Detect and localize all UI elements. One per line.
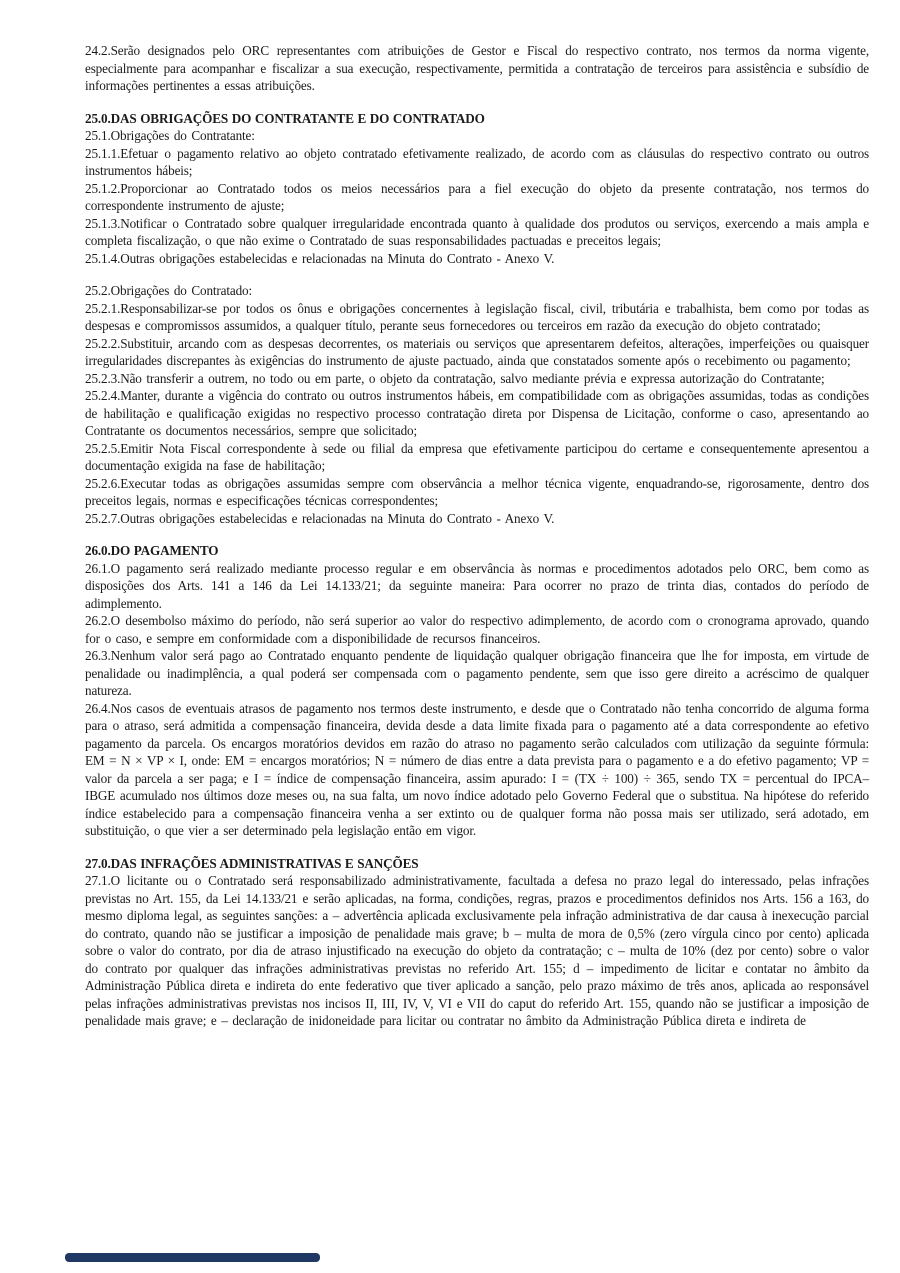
clause-25-1: 25.1.Obrigações do Contratante: xyxy=(85,128,255,143)
clause-25-2-7: 25.2.7.Outras obrigações estabelecidas e relacionadas na Minuta do Contrato - Anexo V. xyxy=(85,510,555,526)
clause-24-2: 24.2.Serão designados pelo ORC representantes com atribuições de Gestor e Fiscal do respectivo contrato, nos termos da norma vigente, especialmente para acompanhar e fiscalizar a sua execução, respectivamente, permitida a contratação de terceiros para assistência e subsídio de informações pertinentes a essas atribuições. xyxy=(85,43,869,93)
clause-25-2-1: 25.2.1.Responsabilizar-se por todos os ônus e obrigações concernentes à legislação fiscal, civil, tributária e trabalhista, bem como por todas as despesas e compromissos assumidos, a qualquer título, perante seus fornecedores ou terceiros em razão da execução do objeto contratado; xyxy=(85,300,869,333)
clause-25-1-1: 25.1.1.Efetuar o pagamento relativo ao objeto contratado efetivamente realizado, de acordo com as cláusulas do respectivo contrato ou outros instrumentos hábeis; xyxy=(85,145,869,178)
clause-25-1-3: 25.1.3.Notificar o Contratado sobre qualquer irregularidade encontrada quanto à qualidade dos produtos ou serviços, exercendo a mais ampla e completa fiscalização, o que não exime o Contratado de suas responsabilidades pactuadas e preceitos legais; xyxy=(85,215,869,248)
clause-26-4: 26.4.Nos casos de eventuais atrasos de pagamento nos termos deste instrumento, e desde que o Contratado não tenha concorrido de alguma forma para o atraso, será admitida a compensação financeira, devida desde a data limite fixada para o pagamento até a data correspondente ao efetivo pagamento da parcela. Os encargos moratórios devidos em razão do atraso no pagamento serão calculados com utilização da seguinte fórmula: EM = N × VP × I, onde: EM = encargos moratórios; N = número de dias entre a data prevista para o pagamento e a do efetivo pagamento; VP = valor da parcela a ser paga; e I = índice de compensação financeira, assim apurado: I = (TX ÷ 100) ÷ 365, sendo TX = percentual do IPCA–IBGE acumulado nos últimos doze meses ou, na sua falta, um novo índice adotado pelo Governo Federal que o substitua. Na hipótese do referido índice estabelecido para a compensação financeira venha a ser extinto ou de qualquer forma não possa mais ser utilizado, será adotado, em substituição, o que vier a ser determinado pela legislação então em vigor. xyxy=(85,700,869,838)
footer-bar xyxy=(65,1253,320,1262)
clause-25-2: 25.2.Obrigações do Contratado: xyxy=(85,283,252,298)
clause-25-1-4: 25.1.4.Outras obrigações estabelecidas e relacionadas na Minuta do Contrato - Anexo V. xyxy=(85,250,555,266)
clause-25-2-3: 25.2.3.Não transferir a outrem, no todo ou em parte, o objeto da contratação, salvo mediante prévia e expressa autorização do Contratante; xyxy=(85,370,825,386)
contract-document-body xyxy=(85,42,869,1030)
section-heading-26-0: 26.0.DO PAGAMENTO xyxy=(85,543,219,558)
clause-25-2-2: 25.2.2.Substituir, arcando com as despesas decorrentes, os materiais ou serviços que apresentarem defeitos, alterações, imperfeições ou quaisquer irregularidades discrepantes às exigências do instrumento de ajuste pactuado, ainda que constatados somente após o recebimento ou pagamento; xyxy=(85,335,869,368)
clause-26-1: 26.1.O pagamento será realizado mediante processo regular e em observância às normas e procedimentos adotados pelo ORC, bem como as disposições dos Arts. 141 a 146 da Lei 14.133/21; da seguinte maneira: Para ocorrer no prazo de trinta dias, contados do período de adimplemento. xyxy=(85,560,869,611)
clause-25-2-6: 25.2.6.Executar todas as obrigações assumidas sempre com observância a melhor técnica vigente, enquadrando-se, rigorosamente, dentro dos preceitos legais, normas e especificações técnicas correspondentes; xyxy=(85,475,869,508)
section-heading-27-0: 27.0.DAS INFRAÇÕES ADMINISTRATIVAS E SANÇÕES xyxy=(85,855,419,871)
section-heading-25-0: 25.0.DAS OBRIGAÇÕES DO CONTRATANTE E DO CONTRATADO xyxy=(85,110,485,126)
clause-25-2-4: 25.2.4.Manter, durante a vigência do contrato ou outros instrumentos hábeis, em compatibilidade com as obrigações assumidas, todas as condições de habilitação e qualificação exigidas no respectivo processo contratação direta por Dispensa de Licitação, conforme o caso, apresentando ao Contratante os documentos necessários, sempre que solicitado; xyxy=(85,388,869,438)
clause-26-3: 26.3.Nenhum valor será pago ao Contratado enquanto pendente de liquidação qualquer obrigação financeira que lhe for imposta, em virtude de penalidade ou inadimplência, a qual poderá ser compensada com o pagamento pendente, sem que isso gere direito a acréscimo de qualquer natureza. xyxy=(85,648,869,698)
clause-25-1-2: 25.1.2.Proporcionar ao Contratado todos os meios necessários para a fiel execução do objeto da presente contratação, nos termos do correspondente instrumento de ajuste; xyxy=(85,180,869,213)
clause-27-1: 27.1.O licitante ou o Contratado será responsabilizado administrativamente, facultada a defesa no prazo legal do interessado, pelas infrações previstas no Art. 155, da Lei 14.133/21 e serão aplicadas, na forma, condições, regras, prazos e procedimentos definidos nos Arts. 156 a 163, do mesmo diploma legal, as seguintes sanções: a – advertência aplicada exclusivamente pela infração administrativa de dar causa à inexecução parcial do contrato, quando não se justificar a imposição de penalidade mais grave; b – multa de mora de 0,5% (zero vírgula cinco por cento) aplicada sobre o valor do contrato, por dia de atraso injustificado na execução do objeto da contratação; c – multa de 10% (dez por cento) sobre o valor do contrato por qualquer das infrações administrativas previstas no referido Art. 155; d – impedimento de licitar e contatar no âmbito da Administração Pública direta e indireta do ente federativo que tiver aplicado a sanção, pelo prazo máximo de três anos, aplicada ao responsável pelas infrações administrativas previstas nos incisos II, III, IV, V, VI e VII do caput do referido Art. 155, quando não se justificar a imposição de penalidade mais grave; e – declaração de inidoneidade para licitar ou contratar no âmbito da Administração Pública direta e indireta de xyxy=(85,873,869,1028)
clause-25-2-5: 25.2.5.Emitir Nota Fiscal correspondente à sede ou filial da empresa que efetivamente participou do certame e consequentemente apresentou a documentação exigida na fase de habilitação; xyxy=(85,440,869,473)
clause-26-2: 26.2.O desembolso máximo do período, não será superior ao valor do respectivo adimplemento, de acordo com o cronograma aprovado, quando for o caso, e sempre em conformidade com a disponibilidade de recursos financeiros. xyxy=(85,613,869,646)
